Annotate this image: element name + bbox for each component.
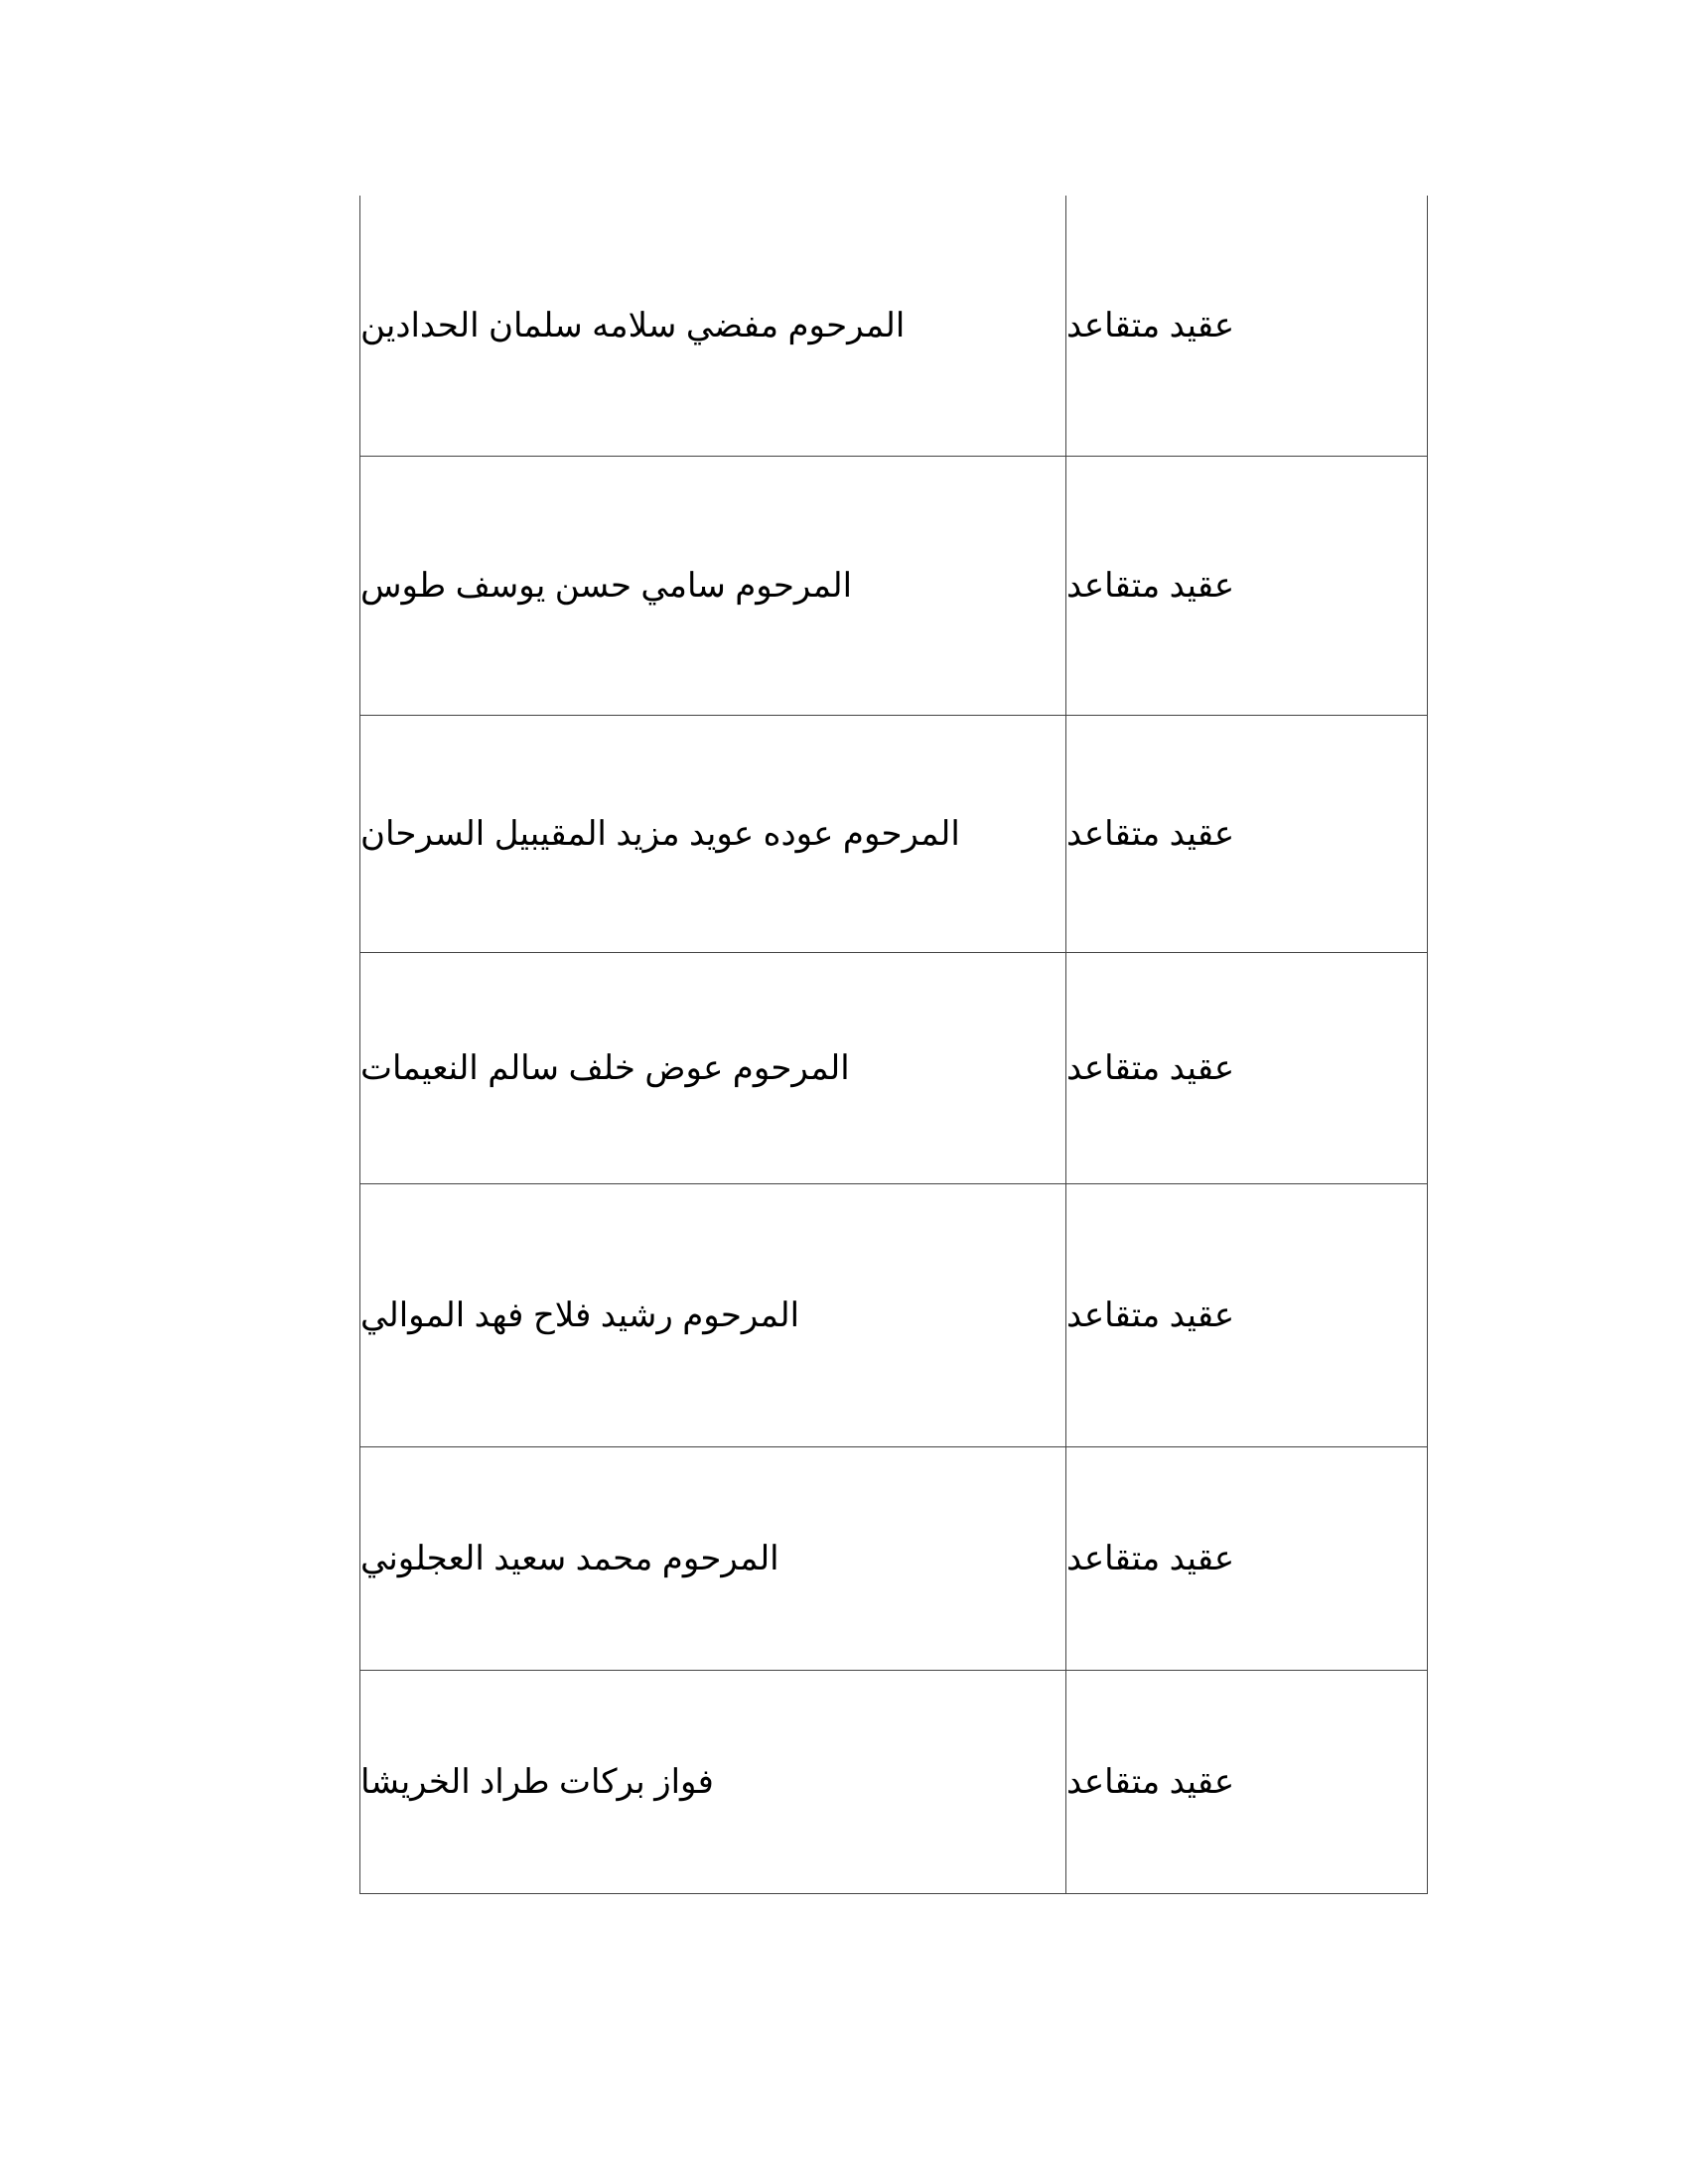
- rank-cell: [1066, 953, 1427, 1183]
- rank-cell: [1066, 716, 1427, 952]
- name-text: المرحوم عوض خلف سالم النعيمات: [360, 1049, 850, 1087]
- name-cell: [360, 716, 1066, 952]
- rank-cell: [1066, 1447, 1427, 1670]
- table-row: [360, 456, 1427, 715]
- rank-cell: [1066, 1184, 1427, 1446]
- rank-cell: [1066, 1671, 1427, 1893]
- table-row: [360, 1183, 1427, 1446]
- name-cell: [360, 457, 1066, 715]
- names-table: [359, 196, 1428, 1894]
- rank-text: عقيد متقاعد: [1066, 567, 1235, 605]
- rank-cell: [1066, 196, 1427, 456]
- rank-text: عقيد متقاعد: [1066, 1540, 1235, 1577]
- table-row: [360, 196, 1427, 456]
- rank-text: عقيد متقاعد: [1066, 307, 1235, 344]
- name-text: المرحوم عوده عويد مزيد المقيبيل السرحان: [360, 815, 960, 853]
- rank-cell: [1066, 457, 1427, 715]
- name-text: المرحوم سامي حسن يوسف طوس: [360, 567, 853, 605]
- table-row: [360, 715, 1427, 952]
- name-cell: [360, 1184, 1066, 1446]
- rank-text: عقيد متقاعد: [1066, 1763, 1235, 1801]
- name-text: فواز بركات طراد الخريشا: [360, 1763, 714, 1801]
- rank-text: عقيد متقاعد: [1066, 815, 1235, 853]
- table-row: [360, 952, 1427, 1183]
- table-row: [360, 1670, 1427, 1893]
- rank-text: عقيد متقاعد: [1066, 1297, 1235, 1334]
- name-cell: [360, 1671, 1066, 1893]
- name-text: المرحوم محمد سعيد العجلوني: [360, 1540, 779, 1577]
- table-row: [360, 1446, 1427, 1670]
- name-text: المرحوم مفضي سلامه سلمان الحدادين: [360, 307, 906, 344]
- name-cell: [360, 196, 1066, 456]
- rank-text: عقيد متقاعد: [1066, 1049, 1235, 1087]
- name-text: المرحوم رشيد فلاح فهد الموالي: [360, 1297, 800, 1334]
- name-cell: [360, 953, 1066, 1183]
- name-cell: [360, 1447, 1066, 1670]
